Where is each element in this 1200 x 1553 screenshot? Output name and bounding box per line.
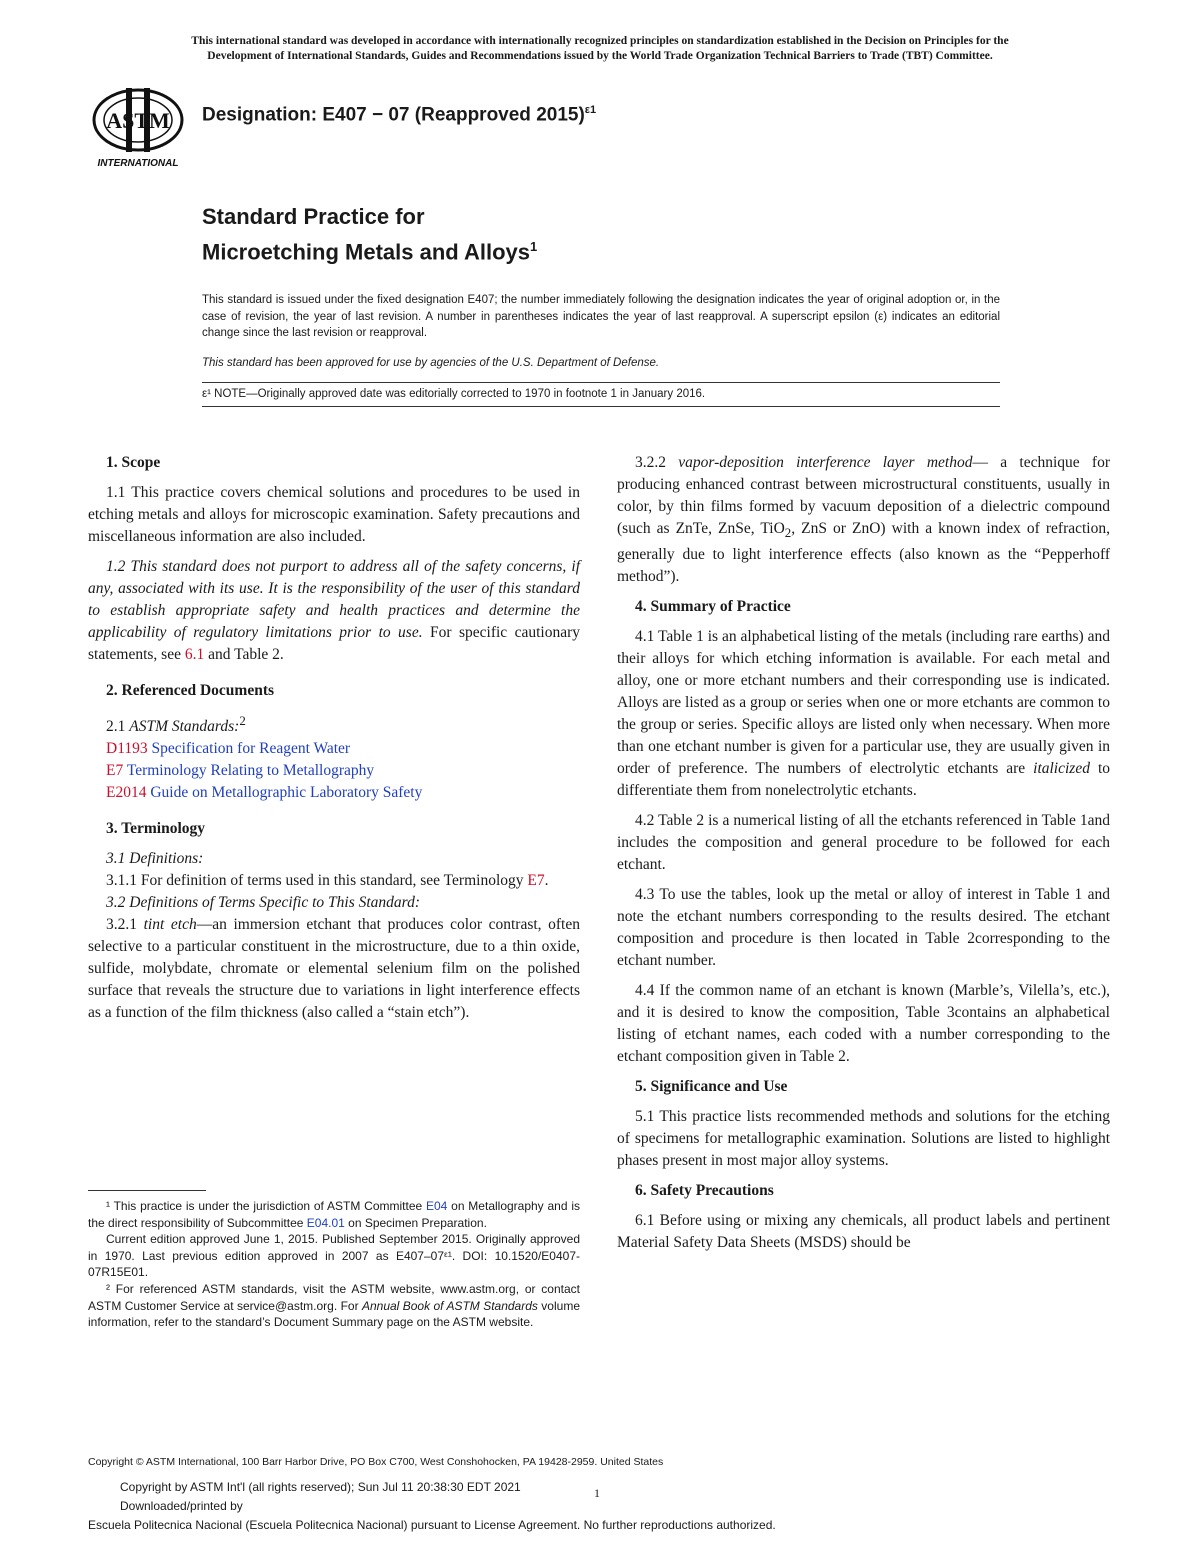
footnote-1-text-mid: on Metallography and is the direct responsibility of Subcommittee <box>88 1199 580 1230</box>
para-6-1: 6.1 Before using or mixing any chemicals, all product labels and pertinent Material Safety Data Sheets (MSDS) should be <box>617 1212 1110 1252</box>
standard-note: This standard is issued under the fixed designation E407; the number immediately following the designation indicates the year of original adoption or, in the case of revision, the year of last revision. A number in parentheses indicates the year of last reapproval. A superscript epsilon (ε) indicates an editorial change since the last revision or reapproval. <box>202 294 1000 339</box>
para-3-2-text: 3.2 Definitions of Terms Specific to This Standard: <box>106 894 421 912</box>
para-4-1-text-end: to differentiate them from nonelectrolytic etchants. <box>617 760 1110 800</box>
para-3-1-1 <box>88 870 580 892</box>
section-heading-safety: 6. Safety Precautions <box>635 1182 774 1200</box>
title-footnote-ref: 1 <box>530 239 538 254</box>
subscript-2: 2 <box>784 525 792 541</box>
top-notice-line2: Development of International Standards, Guides and Recommendations issued by the World Trade Organization Technical Barriers to Trade (TBT) Committee. <box>207 50 993 62</box>
astm-logo-mark <box>86 86 190 170</box>
section-heading-significance: 5. Significance and Use <box>635 1078 788 1096</box>
download-line-3: Escuela Politecnica Nacional (Escuela Politecnica Nacional) pursuant to License Agreement. No further reproductions authorized. <box>88 1518 776 1532</box>
link-e04[interactable]: E04 <box>425 1199 448 1213</box>
footnote-ref-2: 2 <box>239 713 246 728</box>
dod-approval-note: This standard has been approved for use by agencies of the U.S. Department of Defense. <box>202 357 660 369</box>
ref-title[interactable]: Terminology Relating to Metallography <box>123 762 375 780</box>
top-notice <box>70 34 1130 64</box>
divider <box>202 382 1000 383</box>
para-1-2-text: For specific cautionary statements, see <box>88 624 581 663</box>
title-line1: Standard Practice for <box>202 204 425 229</box>
title-line2: Microetching Metals and Alloys <box>202 239 531 265</box>
ref-title[interactable]: Specification for Reagent Water <box>147 740 351 758</box>
para-3-1-text: 3.1 Definitions: <box>106 850 204 868</box>
footnote-2 <box>88 1281 580 1331</box>
footnote-2-text: ² For referenced ASTM standards, visit the ASTM website, www.astm.org, or contact ASTM Customer Service at service@astm.org. For <box>88 1281 580 1313</box>
download-line-2: Downloaded/printed by <box>120 1499 243 1513</box>
astm-logo <box>86 86 190 170</box>
para-4-4: 4.4 If the common name of an etchant is known (Marble’s, Vilella’s, etc.), and it is desired to know the composition, Table 3contains an alphabetical listing of etchant names, each coded with a number corresponding to the etchant composition given in Table 2. <box>617 982 1110 1066</box>
para-5-1: 5.1 This practice lists recommended methods and solutions for the etching of specimens for metallographic examination. Solutions are listed to highlight phases present in most major alloy systems. <box>617 1108 1110 1170</box>
svg-text:ASTM: ASTM <box>106 108 170 133</box>
section-heading-summary: 4. Summary of Practice <box>635 598 791 616</box>
para-3-2-2 <box>617 452 1110 588</box>
footnote-rule <box>88 1190 206 1191</box>
top-notice-line1: This international standard was developed in accordance with internationally recognized principles on standardization established in the Decision on Principles for the <box>191 35 1009 47</box>
section-heading-scope: 1. Scope <box>106 454 161 471</box>
para-1-2-italic: 1.2 This standard does not purport to address all of the safety concerns, if any, associated with its use. It is the responsibility of the user of this standard to establish appropriate safety and health practices and determine the applicability of regulatory limitations prior to use. <box>88 558 580 641</box>
term-vapor-deposition: vapor-deposition interference layer method <box>678 454 973 471</box>
link-e7[interactable]: E7 <box>527 872 545 890</box>
para-3-2-1-num: 3.2.1 <box>106 916 144 934</box>
ref-code[interactable]: D1193 <box>106 740 148 758</box>
ref-title[interactable]: Guide on Metallographic Laboratory Safety <box>146 784 423 802</box>
designation <box>202 104 596 126</box>
divider <box>202 406 1000 407</box>
para-3-2-1-body: —an immersion etchant that produces color contrast, often selective to a particular constituent in the microstructure, due to a thin oxide, sulfide, molybdate, chromate or elemental selenium film on the polished surface that reveals the structure due to variations in light interference effects as a function of the film thickness (also called a “stain etch”). <box>88 916 580 1022</box>
section-heading-referenced-documents: 2. Referenced Documents <box>106 682 275 699</box>
copyright-line: Copyright © ASTM International, 100 Barr Harbor Drive, PO Box C700, West Conshohocken, PA 19428-2959. United States <box>88 1456 664 1468</box>
footnote-1-text-end: on Specimen Preparation. <box>344 1215 487 1230</box>
para-1-2-text-end: and Table 2. <box>204 646 284 663</box>
para-4-1-text: 4.1 Table 1 is an alphabetical listing of the metals (including rare earths) and their alloys for which etching information is available. For each metal and alloy, one or more etchant numbers and their corresponding use is indicated. Alloys are listed as a group or series when one or more etchants are common to the group or series. Specific alloys are listed only when necessary. When more than one etchant number is given for a particular use, they are usually given in order of preference. The numbers of electrolytic etchants are <box>617 628 1110 778</box>
reference-e7[interactable] <box>88 760 580 782</box>
link-section-6-1[interactable]: 6.1 <box>184 646 205 663</box>
para-3-2-2-num: 3.2.2 <box>635 454 679 471</box>
footnotes <box>88 1198 580 1331</box>
para-1-1: 1.1 This practice covers chemical solutions and procedures to be used in etching metals and alloys for microscopic examination. Safety precautions and miscellaneous information are also included. <box>88 484 580 545</box>
page-number: 1 <box>594 1486 600 1500</box>
para-3-2-2-body-end: , ZnS or ZnO) with a known index of refraction, generally due to light interference effects (also known as the “Pepperhoff method”). <box>617 520 1110 586</box>
footnote-2-text-end: volume information, refer to the standard’s Document Summary page on the ASTM website. <box>88 1298 580 1330</box>
footnote-1-text: ¹ This practice is under the jurisdiction of ASTM Committee <box>106 1199 426 1213</box>
para-3-1-1-end: . <box>544 872 549 890</box>
footnote-1-cont: Current edition approved June 1, 2015. Published September 2015. Originally approved in 1970. Last previous edition approved in 2007 as E407–07ᵋ¹. DOI: 10.1520/E0407-07R15E01. <box>88 1232 580 1280</box>
para-4-1-italic: italicized <box>1033 760 1090 778</box>
para-2-1-italic: ASTM Standards: <box>129 718 240 736</box>
para-1-2 <box>88 556 580 666</box>
designation-text: Designation: E407 − 07 (Reapproved 2015) <box>202 104 585 126</box>
link-e04-01[interactable]: E04.01 <box>306 1215 345 1230</box>
para-4-1 <box>617 626 1110 802</box>
ref-code[interactable]: E2014 <box>106 784 147 802</box>
footnote-1 <box>88 1198 580 1231</box>
section-heading-terminology: 3. Terminology <box>106 820 206 838</box>
download-line-1: Copyright by ASTM Int'l (all rights reserved); Sun Jul 11 20:38:30 EDT 2021 <box>120 1480 521 1494</box>
epsilon-note: ε¹ NOTE—Originally approved date was editorially corrected to 1970 in footnote 1 in January 2016. <box>202 388 706 400</box>
para-2-1 <box>88 710 580 738</box>
reference-d1193[interactable] <box>88 738 580 760</box>
right-column <box>617 452 1110 1254</box>
page-title <box>202 202 537 267</box>
footnote-2-italic: Annual Book of ASTM Standards <box>361 1298 538 1313</box>
para-2-1-label: 2.1 <box>106 718 130 736</box>
term-tint-etch: tint etch <box>143 916 197 934</box>
para-3-2-1 <box>88 914 580 1024</box>
para-3-2 <box>88 892 580 914</box>
svg-text:INTERNATIONAL: INTERNATIONAL <box>97 158 179 169</box>
ref-code[interactable]: E7 <box>106 762 124 780</box>
left-column <box>88 452 580 1024</box>
para-3-1 <box>88 848 580 870</box>
designation-epsilon: ε1 <box>584 104 597 116</box>
para-3-2-2-body: — a technique for producing enhanced contrast between microstructural constituents, usually in color, by thin films formed by vacuum deposition of a dielectric compound (such as ZnTe, ZnSe, TiO <box>617 454 1110 537</box>
para-4-3: 4.3 To use the tables, look up the metal or alloy of interest in Table 1 and note the etchant numbers corresponding to the results desired. The etchant composition and procedure is then located in Table 2corresponding to the etchant number. <box>617 886 1110 970</box>
download-info <box>88 1478 776 1535</box>
para-3-1-1-text: 3.1.1 For definition of terms used in this standard, see Terminology <box>106 872 528 890</box>
para-4-2: 4.2 Table 2 is a numerical listing of all the etchants referenced in Table 1and includes the composition and general procedure to be followed for each etchant. <box>617 812 1110 874</box>
reference-e2014[interactable] <box>88 782 580 804</box>
